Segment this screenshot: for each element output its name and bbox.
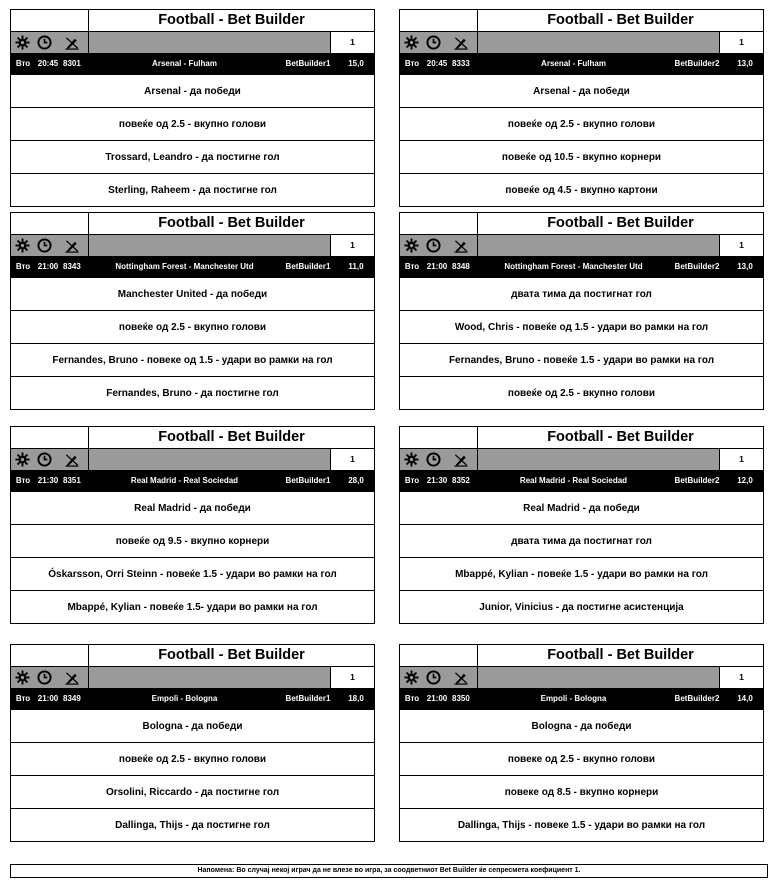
event-day: Вто: [404, 262, 420, 271]
title-blank-cell: [11, 10, 88, 31]
selection-row: повеќе од 9.5 - вкупно корнери: [11, 524, 374, 557]
selection-row: повеќе од 2.5 - вкупно голови: [400, 376, 763, 409]
bet-builder-card: [399, 9, 764, 207]
title-blank-cell: [11, 213, 88, 234]
bet-type: BetBuilder2: [674, 476, 720, 485]
clock-icon: [33, 449, 55, 470]
event-match: Real Madrid - Real Sociedad: [130, 476, 239, 485]
event-time: 21:30: [426, 476, 448, 485]
selection-row: повеќе од 2.5 - вкупно голови: [11, 310, 374, 343]
title-blank-cell: [400, 645, 477, 666]
card-title-row: [11, 213, 374, 234]
selection-row: повеке од 2.5 - вкупно голови: [400, 742, 763, 775]
selection-row: Bologna - да победи: [11, 709, 374, 742]
bet-type: BetBuilder1: [285, 694, 331, 703]
card-title: Football - Bet Builder: [477, 645, 763, 666]
title-blank-cell: [400, 10, 477, 31]
card-icon-row: [400, 666, 763, 688]
clock-icon: [33, 32, 55, 53]
selection-row: Bologna - да победи: [400, 709, 763, 742]
bet-odds: 13,0: [737, 262, 753, 271]
selection-row: Sterling, Raheem - да постигне гол: [11, 173, 374, 206]
no-write-icon: [444, 32, 477, 53]
card-icon-row: [400, 31, 763, 53]
event-match: Arsenal - Fulham: [152, 59, 217, 68]
event-day: Вто: [404, 59, 420, 68]
gray-blank-cell: [88, 449, 330, 470]
card-icon-row: [11, 448, 374, 470]
card-title-row: [400, 10, 763, 31]
card-icon-row: [11, 31, 374, 53]
selection-row: Wood, Chris - повеќе од 1.5 - удари во рамки на гол: [400, 310, 763, 343]
event-time: 21:00: [426, 694, 448, 703]
selection-row: повеќе од 2.5 - вкупно голови: [11, 742, 374, 775]
selection-row: Fernandes, Bruno - повеке од 1.5 - удари во рамки на гол: [11, 343, 374, 376]
card-icon-row: [400, 234, 763, 256]
bet-type: BetBuilder2: [674, 59, 720, 68]
selection-row: Arsenal - да победи: [11, 74, 374, 107]
selection-row: двата тима да постигнат гол: [400, 277, 763, 310]
event-day: Вто: [15, 476, 31, 485]
gear-icon: [400, 32, 422, 53]
event-time: 21:00: [426, 262, 448, 271]
card-icon-row: [11, 234, 374, 256]
gray-blank-cell: [88, 235, 330, 256]
selection-row: двата тима да постигнат гол: [400, 524, 763, 557]
event-time: 20:45: [37, 59, 59, 68]
event-info-row: [400, 470, 763, 491]
gray-blank-cell: [477, 32, 719, 53]
card-title-row: [400, 427, 763, 448]
footnote: Напомена: Во случај некој играч да не влезе во игра, за соодветниот Bet Builder ќе сепресмета коефициент 1.: [10, 864, 768, 878]
card-title-row: [400, 213, 763, 234]
selection-row: Dallinga, Thijs - да постигне гол: [11, 808, 374, 841]
no-write-icon: [55, 32, 88, 53]
bet-builder-card: [10, 426, 375, 624]
no-write-icon: [444, 449, 477, 470]
event-match: Empoli - Bologna: [151, 694, 218, 703]
card-title: Football - Bet Builder: [477, 427, 763, 448]
gear-icon: [11, 449, 33, 470]
clock-icon: [33, 667, 55, 688]
no-write-icon: [55, 449, 88, 470]
card-title: Football - Bet Builder: [88, 213, 374, 234]
clock-icon: [422, 667, 444, 688]
no-write-icon: [55, 667, 88, 688]
bet-type: BetBuilder1: [285, 262, 331, 271]
selection-row: Real Madrid - да победи: [11, 491, 374, 524]
event-info-row: [400, 256, 763, 277]
no-write-icon: [444, 235, 477, 256]
selection-row: повеќе од 10.5 - вкупно корнери: [400, 140, 763, 173]
selection-row: Fernandes, Bruno - повеќе 1.5 - удари во рамки на гол: [400, 343, 763, 376]
clock-icon: [33, 235, 55, 256]
card-number: 1: [719, 235, 763, 256]
card-number: 1: [719, 449, 763, 470]
bet-odds: 14,0: [737, 694, 753, 703]
selection-row: Dallinga, Thijs - повеке 1.5 - удари во рамки на гол: [400, 808, 763, 841]
bet-builder-card: [399, 212, 764, 410]
event-match: Arsenal - Fulham: [541, 59, 606, 68]
event-info-row: [11, 256, 374, 277]
card-number: 1: [330, 235, 374, 256]
bet-builder-card: [10, 644, 375, 842]
selection-row: повеќе од 2.5 - вкупно голови: [11, 107, 374, 140]
event-info-row: [11, 688, 374, 709]
event-time: 20:45: [426, 59, 448, 68]
card-number: 1: [719, 32, 763, 53]
selection-row: Fernandes, Bruno - да постигне гол: [11, 376, 374, 409]
bet-type: BetBuilder1: [285, 59, 331, 68]
card-title: Football - Bet Builder: [88, 427, 374, 448]
event-day: Вто: [15, 262, 31, 271]
title-blank-cell: [11, 645, 88, 666]
gray-blank-cell: [88, 667, 330, 688]
bet-builder-card: [10, 212, 375, 410]
gear-icon: [400, 449, 422, 470]
card-title-row: [11, 10, 374, 31]
event-day: Вто: [15, 694, 31, 703]
selection-row: Mbappé, Kylian - повеќе 1.5- удари во рамки на гол: [11, 590, 374, 623]
bet-builder-card: [10, 9, 375, 207]
card-title: Football - Bet Builder: [88, 645, 374, 666]
card-number: 1: [719, 667, 763, 688]
event-match: Real Madrid - Real Sociedad: [519, 476, 628, 485]
event-info-row: [400, 53, 763, 74]
gear-icon: [11, 32, 33, 53]
bet-odds: 18,0: [348, 694, 364, 703]
event-match: Nottingham Forest - Manchester Utd: [504, 262, 643, 271]
event-info-row: [11, 53, 374, 74]
event-code: 8343: [63, 262, 81, 271]
event-time: 21:00: [37, 262, 59, 271]
event-code: 8348: [452, 262, 470, 271]
card-icon-row: [11, 666, 374, 688]
event-time: 21:00: [37, 694, 59, 703]
event-info-row: [11, 470, 374, 491]
gray-blank-cell: [477, 667, 719, 688]
card-title: Football - Bet Builder: [88, 10, 374, 31]
selection-row: Orsolini, Riccardo - да постигне гол: [11, 775, 374, 808]
bet-builder-card: [399, 426, 764, 624]
selection-row: Trossard, Leandro - да постигне гол: [11, 140, 374, 173]
title-blank-cell: [11, 427, 88, 448]
gear-icon: [400, 235, 422, 256]
event-match: Nottingham Forest - Manchester Utd: [115, 262, 254, 271]
bet-odds: 12,0: [737, 476, 753, 485]
event-time: 21:30: [37, 476, 59, 485]
selection-row: повеќе од 4.5 - вкупно картони: [400, 173, 763, 206]
card-title: Football - Bet Builder: [477, 213, 763, 234]
card-title-row: [11, 427, 374, 448]
gear-icon: [400, 667, 422, 688]
card-number: 1: [330, 32, 374, 53]
bet-type: BetBuilder2: [674, 262, 720, 271]
gear-icon: [11, 667, 33, 688]
event-day: Вто: [15, 59, 31, 68]
clock-icon: [422, 449, 444, 470]
clock-icon: [422, 235, 444, 256]
gray-blank-cell: [88, 32, 330, 53]
title-blank-cell: [400, 213, 477, 234]
title-blank-cell: [400, 427, 477, 448]
bet-odds: 28,0: [348, 476, 364, 485]
gray-blank-cell: [477, 235, 719, 256]
event-code: 8349: [63, 694, 81, 703]
selection-row: Manchester United - да победи: [11, 277, 374, 310]
selection-row: Real Madrid - да победи: [400, 491, 763, 524]
card-number: 1: [330, 667, 374, 688]
event-info-row: [400, 688, 763, 709]
no-write-icon: [55, 235, 88, 256]
event-code: 8351: [63, 476, 81, 485]
event-code: 8333: [452, 59, 470, 68]
card-icon-row: [400, 448, 763, 470]
event-code: 8350: [452, 694, 470, 703]
no-write-icon: [444, 667, 477, 688]
card-number: 1: [330, 449, 374, 470]
card-title-row: [11, 645, 374, 666]
selection-row: Óskarsson, Orri Steinn - повеќе 1.5 - удари во рамки на гол: [11, 557, 374, 590]
clock-icon: [422, 32, 444, 53]
event-code: 8352: [452, 476, 470, 485]
selection-row: повеќе од 2.5 - вкупно голови: [400, 107, 763, 140]
event-day: Вто: [404, 694, 420, 703]
gray-blank-cell: [477, 449, 719, 470]
event-match: Empoli - Bologna: [540, 694, 607, 703]
bet-odds: 11,0: [348, 262, 364, 271]
selection-row: Junior, Vinicius - да постигне асистенција: [400, 590, 763, 623]
selection-row: Mbappé, Kylian - повеќе 1.5 - удари во рамки на гол: [400, 557, 763, 590]
event-day: Вто: [404, 476, 420, 485]
card-title: Football - Bet Builder: [477, 10, 763, 31]
card-title-row: [400, 645, 763, 666]
bet-odds: 13,0: [737, 59, 753, 68]
gear-icon: [11, 235, 33, 256]
bet-type: BetBuilder2: [674, 694, 720, 703]
bet-odds: 15,0: [348, 59, 364, 68]
selection-row: Arsenal - да победи: [400, 74, 763, 107]
bet-builder-card: [399, 644, 764, 842]
bet-type: BetBuilder1: [285, 476, 331, 485]
selection-row: повеке од 8.5 - вкупно корнери: [400, 775, 763, 808]
event-code: 8301: [63, 59, 81, 68]
